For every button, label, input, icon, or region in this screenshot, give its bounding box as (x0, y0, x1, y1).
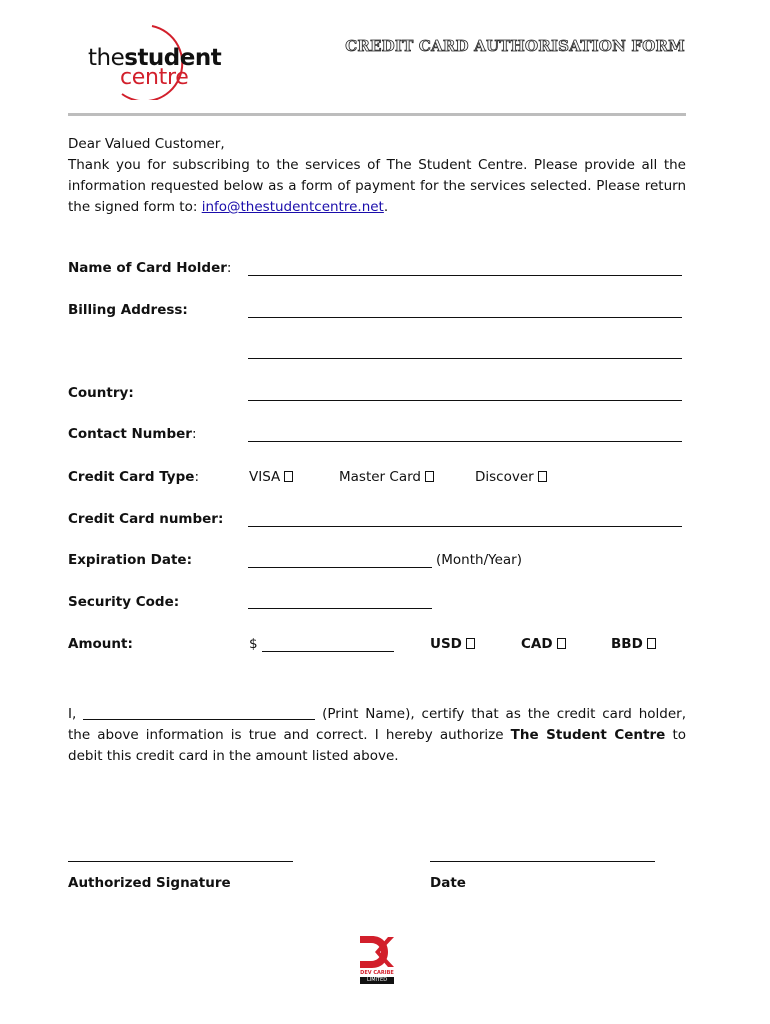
billing-label: Billing Address: (68, 302, 188, 318)
logo-subword: centre (120, 65, 189, 90)
card-number-label: Credit Card number: (68, 511, 224, 527)
date-label: Date (430, 875, 466, 891)
card-type-mastercard[interactable]: Master Card (339, 469, 434, 485)
intro-greeting: Dear Valued Customer, (68, 136, 225, 152)
dollar-sign: $ (249, 636, 258, 652)
currency-usd[interactable]: USD (430, 636, 475, 652)
student-centre-logo (82, 20, 222, 100)
country-label: Country: (68, 385, 134, 401)
form-title: CREDIT CARD AUTHORISATION FORM (345, 37, 685, 55)
checkbox-icon[interactable] (538, 471, 547, 482)
security-field[interactable] (248, 608, 432, 609)
devcaribe-logo: DEV CARIBE LIMITED (358, 934, 396, 988)
amount-field[interactable] (262, 651, 394, 652)
logo-wordmark: thestudent (88, 45, 222, 71)
intro-paragraph: Thank you for subscribing to the services of The Student Centre. Please provide all the information requested below as a form of payment for the services selected. Please return the signed form to: info@thestudentcentre.net. (68, 157, 686, 215)
card-number-field[interactable] (248, 526, 682, 527)
checkbox-icon[interactable] (425, 471, 434, 482)
devcaribe-mark-icon (358, 934, 396, 970)
name-field[interactable] (248, 275, 682, 276)
name-label: Name of Card Holder: (68, 260, 232, 276)
card-type-visa[interactable]: VISA (249, 469, 293, 485)
email-link[interactable]: info@thestudentcentre.net (201, 199, 384, 215)
security-label: Security Code: (68, 594, 180, 610)
print-name-field[interactable] (83, 705, 315, 720)
card-type-label: Credit Card Type: (68, 469, 199, 485)
signature-label: Authorized Signature (68, 875, 231, 891)
expiration-hint: (Month/Year) (436, 552, 522, 568)
expiration-field[interactable] (248, 567, 432, 568)
billing-address-line-2[interactable] (248, 358, 682, 359)
date-line[interactable] (430, 861, 655, 862)
expiration-label: Expiration Date: (68, 552, 192, 568)
checkbox-icon[interactable] (557, 638, 566, 649)
contact-label: Contact Number: (68, 426, 197, 442)
header-divider (68, 113, 686, 116)
card-type-discover[interactable]: Discover (475, 469, 547, 485)
checkbox-icon[interactable] (466, 638, 475, 649)
currency-cad[interactable]: CAD (521, 636, 566, 652)
checkbox-icon[interactable] (647, 638, 656, 649)
amount-label: Amount: (68, 636, 133, 652)
signature-line[interactable] (68, 861, 293, 862)
currency-bbd[interactable]: BBD (611, 636, 656, 652)
billing-address-line-1[interactable] (248, 317, 682, 318)
contact-field[interactable] (248, 441, 682, 442)
certification-paragraph: I, (Print Name), certify that as the credit card holder, the above information is true and correct. I hereby authorize The Student Centre to debit this credit card in the amount listed above. (68, 706, 686, 764)
country-field[interactable] (248, 400, 682, 401)
checkbox-icon[interactable] (284, 471, 293, 482)
